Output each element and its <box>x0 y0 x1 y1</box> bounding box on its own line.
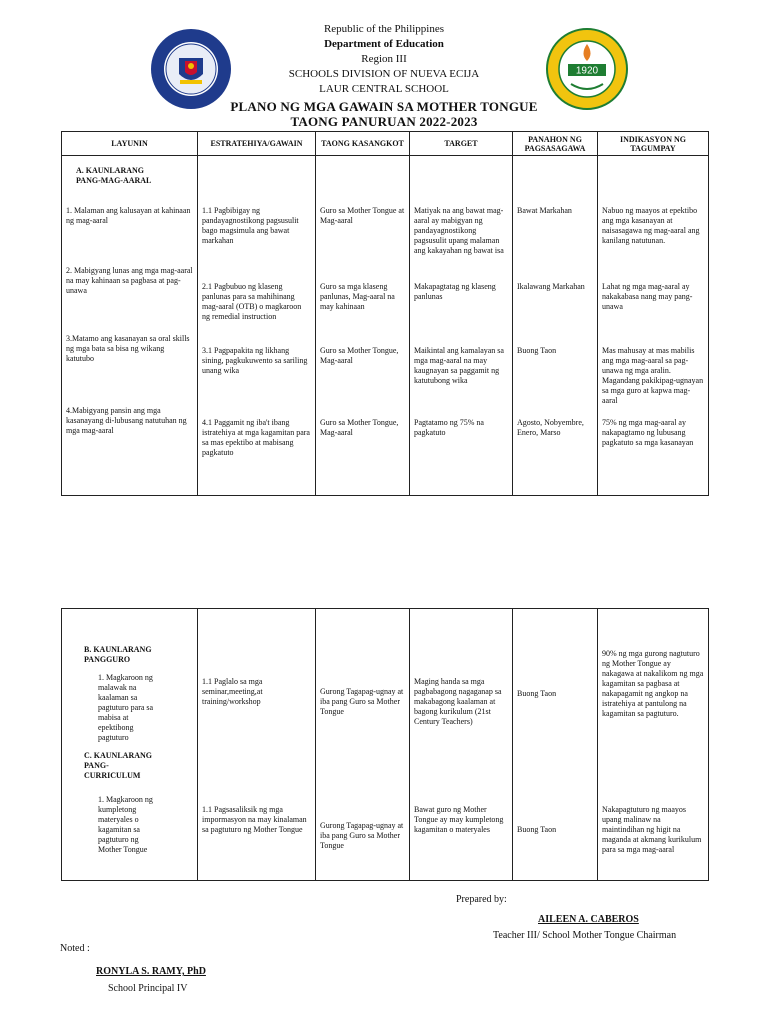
persons-b1: Gurong Tagapag-ugnay at iba pang Guro sa Mother Tongue <box>320 687 404 716</box>
strategy-1: 1.1 Pagbibigay ng pandayagnostikong pagsusulit bago magsimula ang bawat markahan <box>202 206 299 245</box>
strategy-4: 4.1 Paggamit ng iba't ibang istratehiya at mga kagamitan para sa mas epektibo at mabisang pagkatuto <box>202 418 310 457</box>
column-header-estratehiya: ESTRATEHIYA/GAWAIN <box>198 132 316 156</box>
timeframe-c1: Buong Taon <box>517 825 557 834</box>
timeframe-4: Agosto, Nobyembre, Enero, Marso <box>517 418 584 437</box>
indicator-2: Lahat ng mga mag-aaral ay nakakabasa nang may pang-unawa <box>602 282 693 311</box>
persons-1: Guro sa Mother Tongue at Mag-aaral <box>320 206 405 225</box>
indicator-1: Nabuo ng maayos at epektibo ang mga kasanayan at naisasagawa ng mag-aaral ang kanilang natutunan. <box>602 206 700 245</box>
timeframe-2: Ikalawang Markahan <box>517 282 585 291</box>
school-year-founded: 1920 <box>575 65 599 77</box>
republic-line: Republic of the Philippines <box>323 23 445 35</box>
principal-name: RONYLA S. RAMY, PhD <box>96 966 206 977</box>
preparer-name: AILEEN A. CABEROS <box>538 914 639 925</box>
persons-2: Guro sa mga klaseng panlunas, Mag-aaral na may kahinaan <box>320 282 395 311</box>
prepared-by-label: Prepared by: <box>456 894 507 905</box>
laur-central-school-logo <box>546 28 628 110</box>
estratehiya-cell <box>198 609 316 881</box>
timeframe-1: Bawat Markahan <box>517 206 572 215</box>
school-line: LAUR CENTRAL SCHOOL <box>319 83 449 95</box>
activity-plan-table-1 <box>61 131 709 496</box>
objective-b1: 1. Magkaroon ng malawak na kaalaman sa pagtuturo para sa mabisa at epektibong pagtuturo <box>98 673 154 742</box>
persons-3: Guro sa Mother Tongue, Mag-aaral <box>320 346 399 365</box>
target-c1: Bawat guro ng Mother Tongue ay may kumpletong kagamitan o materyales <box>414 805 504 834</box>
section-b-heading: B. KAUNLARANG PANGGURO <box>84 645 152 664</box>
panahon-cell <box>513 156 598 496</box>
strategy-3: 3.1 Pagpapakita ng likhang sining, pagkukuwento sa sariling unang wika <box>202 346 308 375</box>
indicator-c1: Nakapagtuturo ng maayos upang malinaw na maintindihan ng higit na maganda at akmang kurikulum para sa mga mag-aaral <box>602 805 702 854</box>
deped-seal-logo <box>150 28 232 110</box>
column-header-indikasyon: INDIKASYON NG TAGUMPAY <box>598 132 709 156</box>
target-cell <box>410 156 513 496</box>
objective-2: 2. Mabigyang lunas ang mga mag-aaral na may kahinaan sa pagbasa at pag-unawa <box>66 266 193 295</box>
indicator-b1: 90% ng mga gurong nagtuturo ng Mother Tongue ay nakagawa at nakalikom ng mga kagamitan sa pagbasa at nakapagamit ng angkop na istratehiya at pantulong na kagamitan sa pagtuturo. <box>602 649 704 718</box>
layunin-cell <box>62 609 198 881</box>
department-line: Department of Education <box>324 38 444 50</box>
column-header-panahon: PANAHON NG PAGSASAGAWA <box>513 132 598 156</box>
objective-3: 3.Matamo ang kasanayan sa oral skills ng mga bata sa bisa ng wikang katutubo <box>66 334 190 363</box>
target-2: Makapagtatag ng klaseng panlunas <box>414 282 496 301</box>
indikasyon-cell <box>598 609 709 881</box>
region-line: Region III <box>361 53 407 65</box>
strategy-c1: 1.1 Pagsasaliksik ng mga impormasyon na may kinalaman sa pagtuturo ng Mother Tongue <box>202 805 307 834</box>
plan-title: PLANO NG MGA GAWAIN SA MOTHER TONGUE <box>230 99 538 114</box>
timeframe-3: Buong Taon <box>517 346 557 355</box>
school-year-title: TAONG PANURUAN 2022-2023 <box>290 114 478 129</box>
target-4: Pagtatamo ng 75% na pagkatuto <box>414 418 484 437</box>
document-header <box>0 22 768 129</box>
indicator-4: 75% ng mga mag-aaral ay nakapagtamo ng lubusang pagkatuto sa mga kasanayan <box>602 418 694 447</box>
objective-4: 4.Mabigyang pansin ang mga kasanayang di-lubusang natutuhan ng mga mag-aaral <box>66 406 187 435</box>
objective-1: 1. Malaman ang kalusayan at kahinaan ng mag-aaral <box>66 206 191 225</box>
activity-plan-table-2 <box>61 608 709 881</box>
column-header-layunin: LAYUNIN <box>62 132 198 156</box>
target-cell <box>410 609 513 881</box>
kasangkot-cell <box>316 156 410 496</box>
panahon-cell <box>513 609 598 881</box>
column-header-taong-kasangkot: TAONG KASANGKOT <box>316 132 410 156</box>
persons-c1: Gurong Tagapag-ugnay at iba pang Guro sa Mother Tongue <box>320 821 404 850</box>
layunin-cell <box>62 156 198 496</box>
table-row <box>62 609 709 881</box>
strategy-2: 2.1 Pagbubuo ng klaseng panlunas para sa mahihinang mag-aaral (OTB) o magkaroon ng remedial instruction <box>202 282 302 321</box>
strategy-b1: 1.1 Paglalo sa mga seminar,meeting,at training/workshop <box>202 677 263 706</box>
target-1: Matiyak na ang bawat mag-aaral ay mabigyan ng pandayagnostikong pagsusulit upang malaman ang kakayahan ng bawat isa <box>414 206 504 255</box>
indicator-3: Mas mahusay at mas mabilis ang mga mag-aaral sa pag-unawa ng mga aralin. Magandang pakikipag-ugnayan sa mga guro at kapwa mag-aaral <box>602 346 704 405</box>
objective-c1: 1. Magkaroon ng kumpletong materyales o kagamitan sa pagtuturo ng Mother Tongue <box>98 795 153 854</box>
persons-4: Guro sa Mother Tongue, Mag-aaral <box>320 418 399 437</box>
section-c-heading: C. KAUNLARANG PANG- CURRICULUM <box>84 751 152 780</box>
table-row <box>62 156 709 496</box>
target-3: Maikintal ang kamalayan sa mga mag-aaral na may kaugnayan sa paggamit ng katutubong wika <box>414 346 504 385</box>
column-header-target: TARGET <box>410 132 513 156</box>
estratehiya-cell <box>198 156 316 496</box>
principal-title: School Principal IV <box>108 983 188 994</box>
table-header-row <box>62 132 709 156</box>
indikasyon-cell <box>598 156 709 496</box>
division-line: SCHOOLS DIVISION OF NUEVA ECIJA <box>288 68 480 80</box>
preparer-title: Teacher III/ School Mother Tongue Chairman <box>493 930 677 941</box>
target-b1: Maging handa sa mga pagbabagong nagaganap sa makabagong kaalaman at bagong kurikulum (21st Century Teachers) <box>414 677 502 726</box>
section-a-heading: A. KAUNLARANG PANG-MAG-AARAL <box>76 166 152 185</box>
noted-label: Noted : <box>60 943 90 954</box>
timeframe-b1: Buong Taon <box>517 689 557 698</box>
kasangkot-cell <box>316 609 410 881</box>
